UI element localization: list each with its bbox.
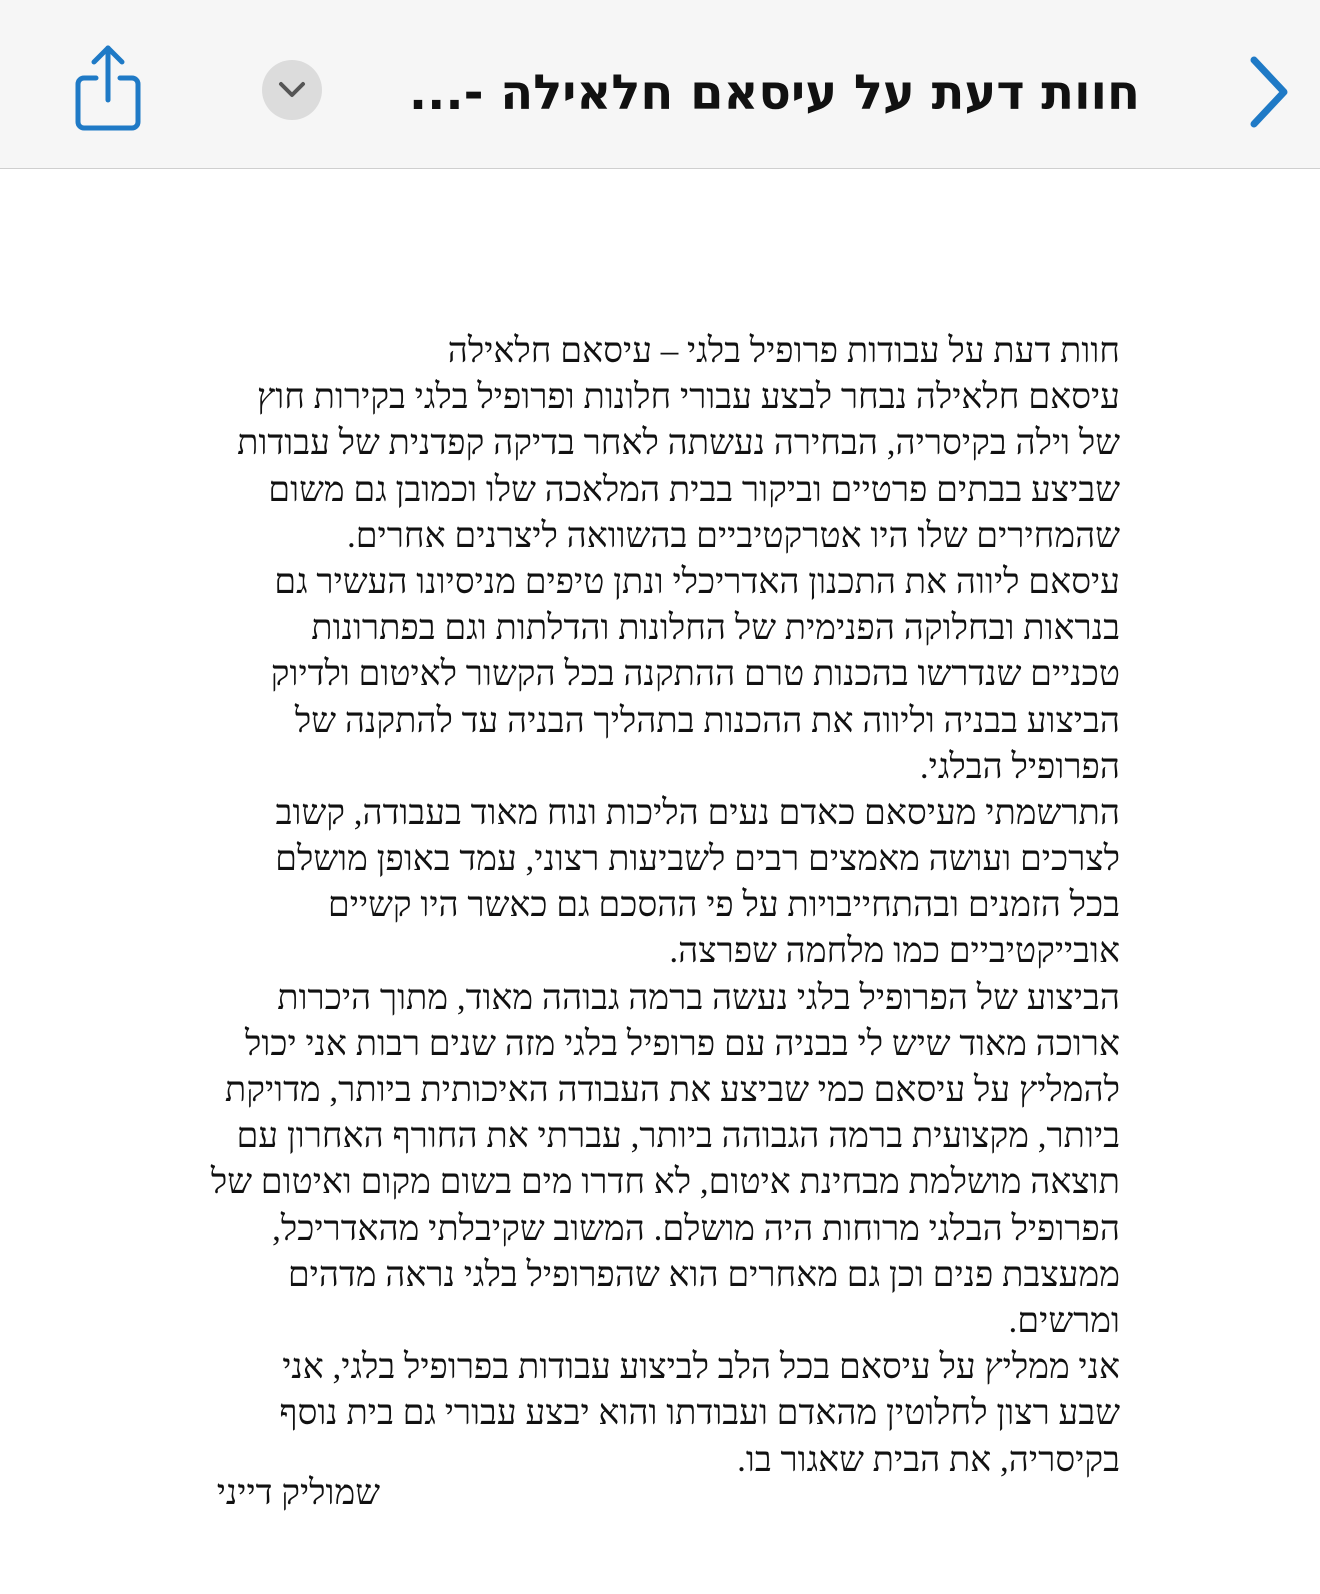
letter-line: עיסאם ליווה את התכנון האדריכלי ונתן טיפים מניסיונו העשיר גם: [274, 561, 1120, 601]
letter-line: אובייקטיביים כמו מלחמה שפרצה.: [669, 931, 1120, 971]
letter-body: [190, 328, 1120, 1483]
letter-line: הביצוע של הפרופיל בלגי נעשה ברמה גבוהה מאוד, מתוך היכרות: [277, 977, 1120, 1017]
letter-line: ארוכה מאוד שיש לי בבניה עם פרופיל בלגי מזה שנים רבות אני יכול: [245, 1023, 1120, 1063]
letter-title-line: חוות דעת על עבודות פרופיל בלגי – עיסאם חלאילה: [447, 331, 1120, 370]
letter-line: שביצע בבתים פרטיים וביקור בבית המלאכה שלו וכמובן גם משום: [268, 469, 1120, 509]
toolbar: [0, 0, 1320, 169]
forward-button[interactable]: [1240, 52, 1300, 132]
letter-line: הביצוע בבניה וליווה את ההכנות בתהליך הבניה עד להתקנה של: [294, 700, 1120, 740]
letter-line: הפרופיל הבלגי מרוחות היה מושלם. המשוב שקיבלתי מהאדריכל,: [272, 1208, 1120, 1248]
letter-line: לצרכים ועושה מאמצים רבים לשביעות רצוני, עמד באופן מושלם: [275, 839, 1120, 879]
chevron-right-icon: [1240, 52, 1300, 132]
letter-line: שבע רצון לחלוטין מהאדם ועבודתו והוא יבצע עבורי גם בית נוסף: [279, 1393, 1120, 1433]
letter-line: ומרשים.: [1008, 1300, 1120, 1340]
letter-line: טכניים שנדרשו בהכנות טרם ההתקנה בכל הקשור לאיטום ולדיוק: [270, 654, 1120, 694]
letter-line: תוצאה מושלמת מבחינת איטום, לא חדרו מים בשום מקום ואיטום של: [210, 1162, 1120, 1202]
chevron-down-icon: [277, 78, 307, 102]
letter-line: ממעצבת פנים וכן גם מאחרים הוא שהפרופיל בלגי נראה מדהים: [287, 1254, 1120, 1294]
letter-line: ביותר, מקצועית ברמה הגבוהה ביותר, עברתי את החורף האחרון עם: [236, 1116, 1120, 1156]
share-icon: [68, 42, 148, 138]
letter-line: עיסאם חלאילה נבחר לבצע עבורי חלונות ופרופיל בלגי בקירות חוץ: [257, 377, 1120, 417]
letter-line: שהמחירים שלו היו אטרקטיביים בהשוואה ליצרנים אחרים.: [346, 515, 1120, 555]
letter-line: להמליץ על עיסאם כמי שביצע את העבודה האיכותית ביותר, מדויקת: [224, 1070, 1120, 1109]
document-title[interactable]: חוות דעת על עיסאם חלאילה -...: [408, 65, 1140, 121]
letter-line: התרשמתי מעיסאם כאדם נעים הליכות ונוח מאוד בעבודה, קשוב: [275, 792, 1120, 832]
letter-line: בקיסריה, את הבית שאגור בו.: [737, 1439, 1120, 1479]
share-button[interactable]: [68, 42, 148, 138]
letter-line: בכל הזמנים ובהתחייבויות על פי ההסכם גם כאשר היו קשיים: [327, 885, 1120, 925]
signature: שמוליק דייני: [216, 1473, 380, 1512]
letter-line: הפרופיל הבלגי.: [919, 746, 1120, 786]
letter-line: אני ממליץ על עיסאם בכל הלב לביצוע עבודות בפרופיל בלגי, אני: [282, 1347, 1120, 1387]
letter-line: בנראות ובחלוקה הפנימית של החלונות והדלתות וגם בפתרונות: [311, 608, 1120, 648]
letter-line: של וילה בקיסריה, הבחירה נעשתה לאחר בדיקה קפדנית של עבודות: [237, 423, 1120, 463]
title-menu-button[interactable]: [262, 60, 322, 120]
